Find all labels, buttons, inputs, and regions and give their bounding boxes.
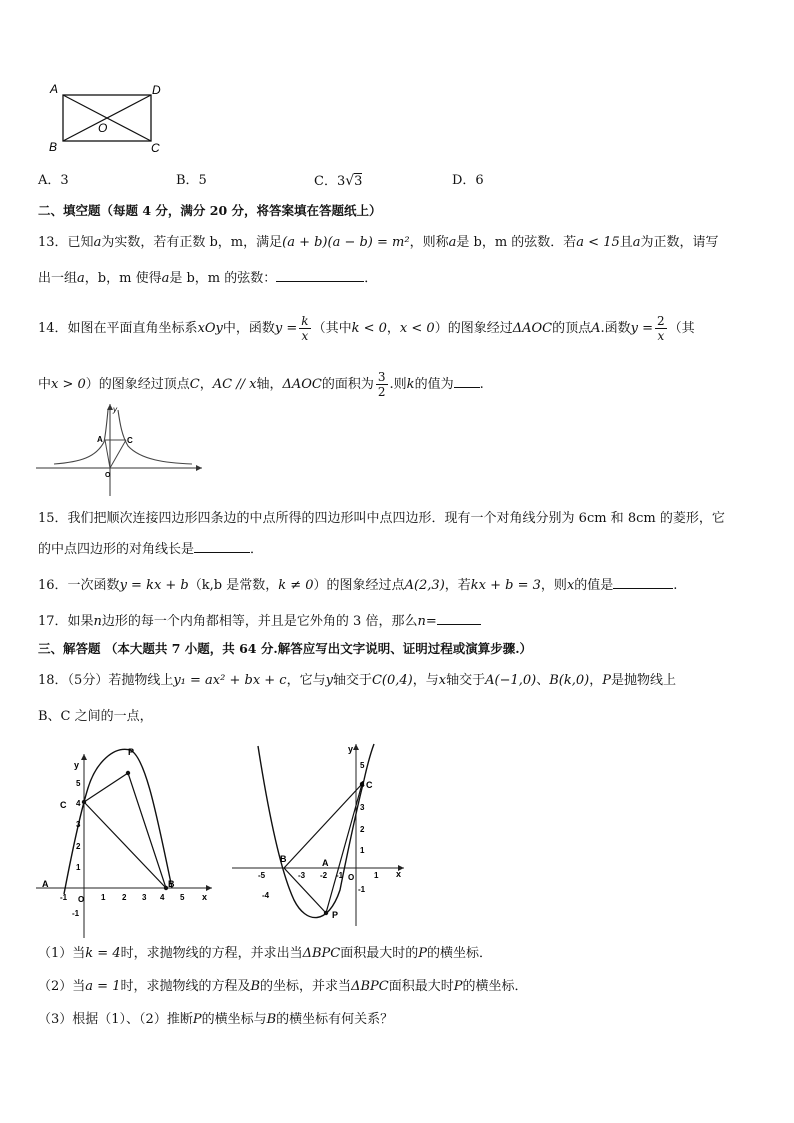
fig1-tick-y: 4: [76, 799, 81, 808]
fig1-tick-x: 2: [122, 893, 127, 902]
q18-figure-2: [228, 740, 413, 930]
choice-c: C．3√3: [314, 173, 363, 189]
fig1-tick-x: -1: [60, 893, 68, 902]
fig2-tick-x: -5: [258, 871, 266, 880]
q13-line2: 出一组a，b，m 使得a是 b，m 的弦数： ．: [38, 271, 378, 286]
label-b: B: [49, 140, 58, 154]
fig1-x: x: [202, 892, 208, 902]
choice-d: D．6: [452, 173, 484, 188]
q15-line2: 的中点四边形的对角线长是 ．: [38, 542, 264, 557]
q18-sub1: （1）当k = 4时，求抛物线的方程，并求出当ΔBPC面积最大时的P的横坐标．: [38, 946, 493, 961]
fig1-tick-x: 1: [101, 893, 106, 902]
fig1-tick-y: 3: [76, 820, 81, 829]
fig1-tick-y: 2: [76, 842, 81, 851]
fig2-tick-y: 3: [360, 803, 365, 812]
q13-line1: 13．已知a为实数，若有正数 b，m，满足(a + b)(a − b) = m²，则称a是 b，m 的弦数．若a < 15且a为正数，请写: [38, 235, 719, 250]
q17-line: 17．如果n边形的每一个内角都相等，并且是它外角的 3 倍，那么n=: [38, 613, 481, 631]
fig2-tick-y: -1: [358, 885, 366, 894]
section-2-title: 二、填空题（每题 4 分，满分 20 分，将答案填在答题纸上）: [38, 203, 382, 218]
fig2-tick-x: -2: [320, 871, 328, 880]
q18-line2: B、C 之间的一点，: [38, 709, 153, 724]
q15-answer-blank[interactable]: [194, 552, 250, 553]
fig2-a: A: [322, 858, 329, 868]
q15-line1: 15．我们把顺次连接四边形四条边的中点所得的四边形叫中点四边形．现有一个对角线分别为 6cm 和 8cm 的菱形，它: [38, 511, 725, 526]
fig1-a: A: [42, 879, 49, 889]
q16-line: 16．一次函数y = kx + b（k,b 是常数，k ≠ 0）的图象经过点A(2,3)，若kx + b = 3，则x的值是 .: [38, 578, 678, 593]
q14-fig-y: y: [113, 405, 117, 414]
choice-a: A．3: [38, 173, 69, 188]
rectangle-figure: [44, 80, 174, 158]
q18-sub2: （2）当a = 1时，求抛物线的方程及B的坐标，并求当ΔBPC面积最大时P的横坐标．: [38, 979, 528, 994]
q18-line1: 18．（5分）若抛物线上y₁ = ax² + bx + c，它与y轴交于C(0,4)，与x轴交于A(−1,0)、B(k,0)，P是抛物线上: [38, 673, 677, 688]
q14-line1: 14．如图在平面直角坐标系xOy中，函数y = $\frac{k}{x}$ （其中k < 0，x < 0）的图象经过ΔAOC的顶点A.函数y = $\frac{2}{x}$ （其: [38, 314, 695, 343]
fig1-c: C: [60, 800, 67, 810]
fig2-p: P: [332, 910, 339, 920]
q14-figure: [36, 402, 206, 498]
fig2-tick-x: -3: [298, 871, 306, 880]
q14-fig-c: C: [127, 436, 133, 445]
fig2-tick-y: 1: [360, 846, 365, 855]
q14-fig-a: A: [97, 435, 103, 444]
fig2-x: x: [396, 869, 402, 879]
q18-sub3: （3）根据（1）、（2）推断P的横坐标与B的横坐标有何关系？: [38, 1012, 394, 1027]
fig1-p: P: [128, 747, 135, 757]
fig1-tick-x: 4: [160, 893, 165, 902]
q17-answer-blank[interactable]: [437, 624, 481, 625]
q16-answer-blank[interactable]: [613, 588, 673, 589]
fig2-y: y: [348, 744, 354, 754]
fig2-tick-y: 4: [360, 780, 365, 789]
fig2-tick-y: 5: [360, 761, 365, 770]
fig2-o: O: [348, 873, 355, 882]
fig1-tick-x: 3: [142, 893, 147, 902]
fig1-tick-y: 1: [76, 863, 81, 872]
fig1-tick-x: 5: [180, 893, 185, 902]
fig1-tick-y: -1: [72, 909, 80, 918]
fig2-c: C: [366, 780, 373, 790]
fig2-tick-x: -1: [336, 871, 344, 880]
q14-fig-o: O: [105, 472, 111, 479]
label-d: D: [152, 83, 161, 97]
fig1-o: O: [78, 895, 85, 904]
section-3-title: 三、解答题 （本大题共 7 小题，共 64 分.解答应写出文字说明、证明过程或演算步骤.）: [38, 641, 533, 656]
q14-answer-blank[interactable]: [454, 387, 480, 388]
fig2-tick-y: 2: [360, 825, 365, 834]
label-c: C: [151, 141, 160, 155]
label-o: O: [98, 121, 108, 135]
fig2-minus4: -4: [262, 891, 270, 900]
fig2-tick-x: 1: [374, 871, 379, 880]
fig2-b: B: [280, 854, 287, 864]
q14-line2: 中x > 0）的图象经过顶点C，AC // x轴，ΔAOC的面积为 $\frac{3}{2}$ .则k的值为 .: [38, 370, 484, 399]
q13-answer-blank[interactable]: [276, 281, 364, 282]
fig1-y: y: [74, 760, 80, 770]
fig1-tick-y: 5: [76, 779, 81, 788]
label-a: A: [50, 82, 59, 96]
q18-figure-1: [36, 742, 216, 942]
fig1-b: B: [168, 879, 175, 889]
choice-b: B．5: [176, 173, 207, 188]
